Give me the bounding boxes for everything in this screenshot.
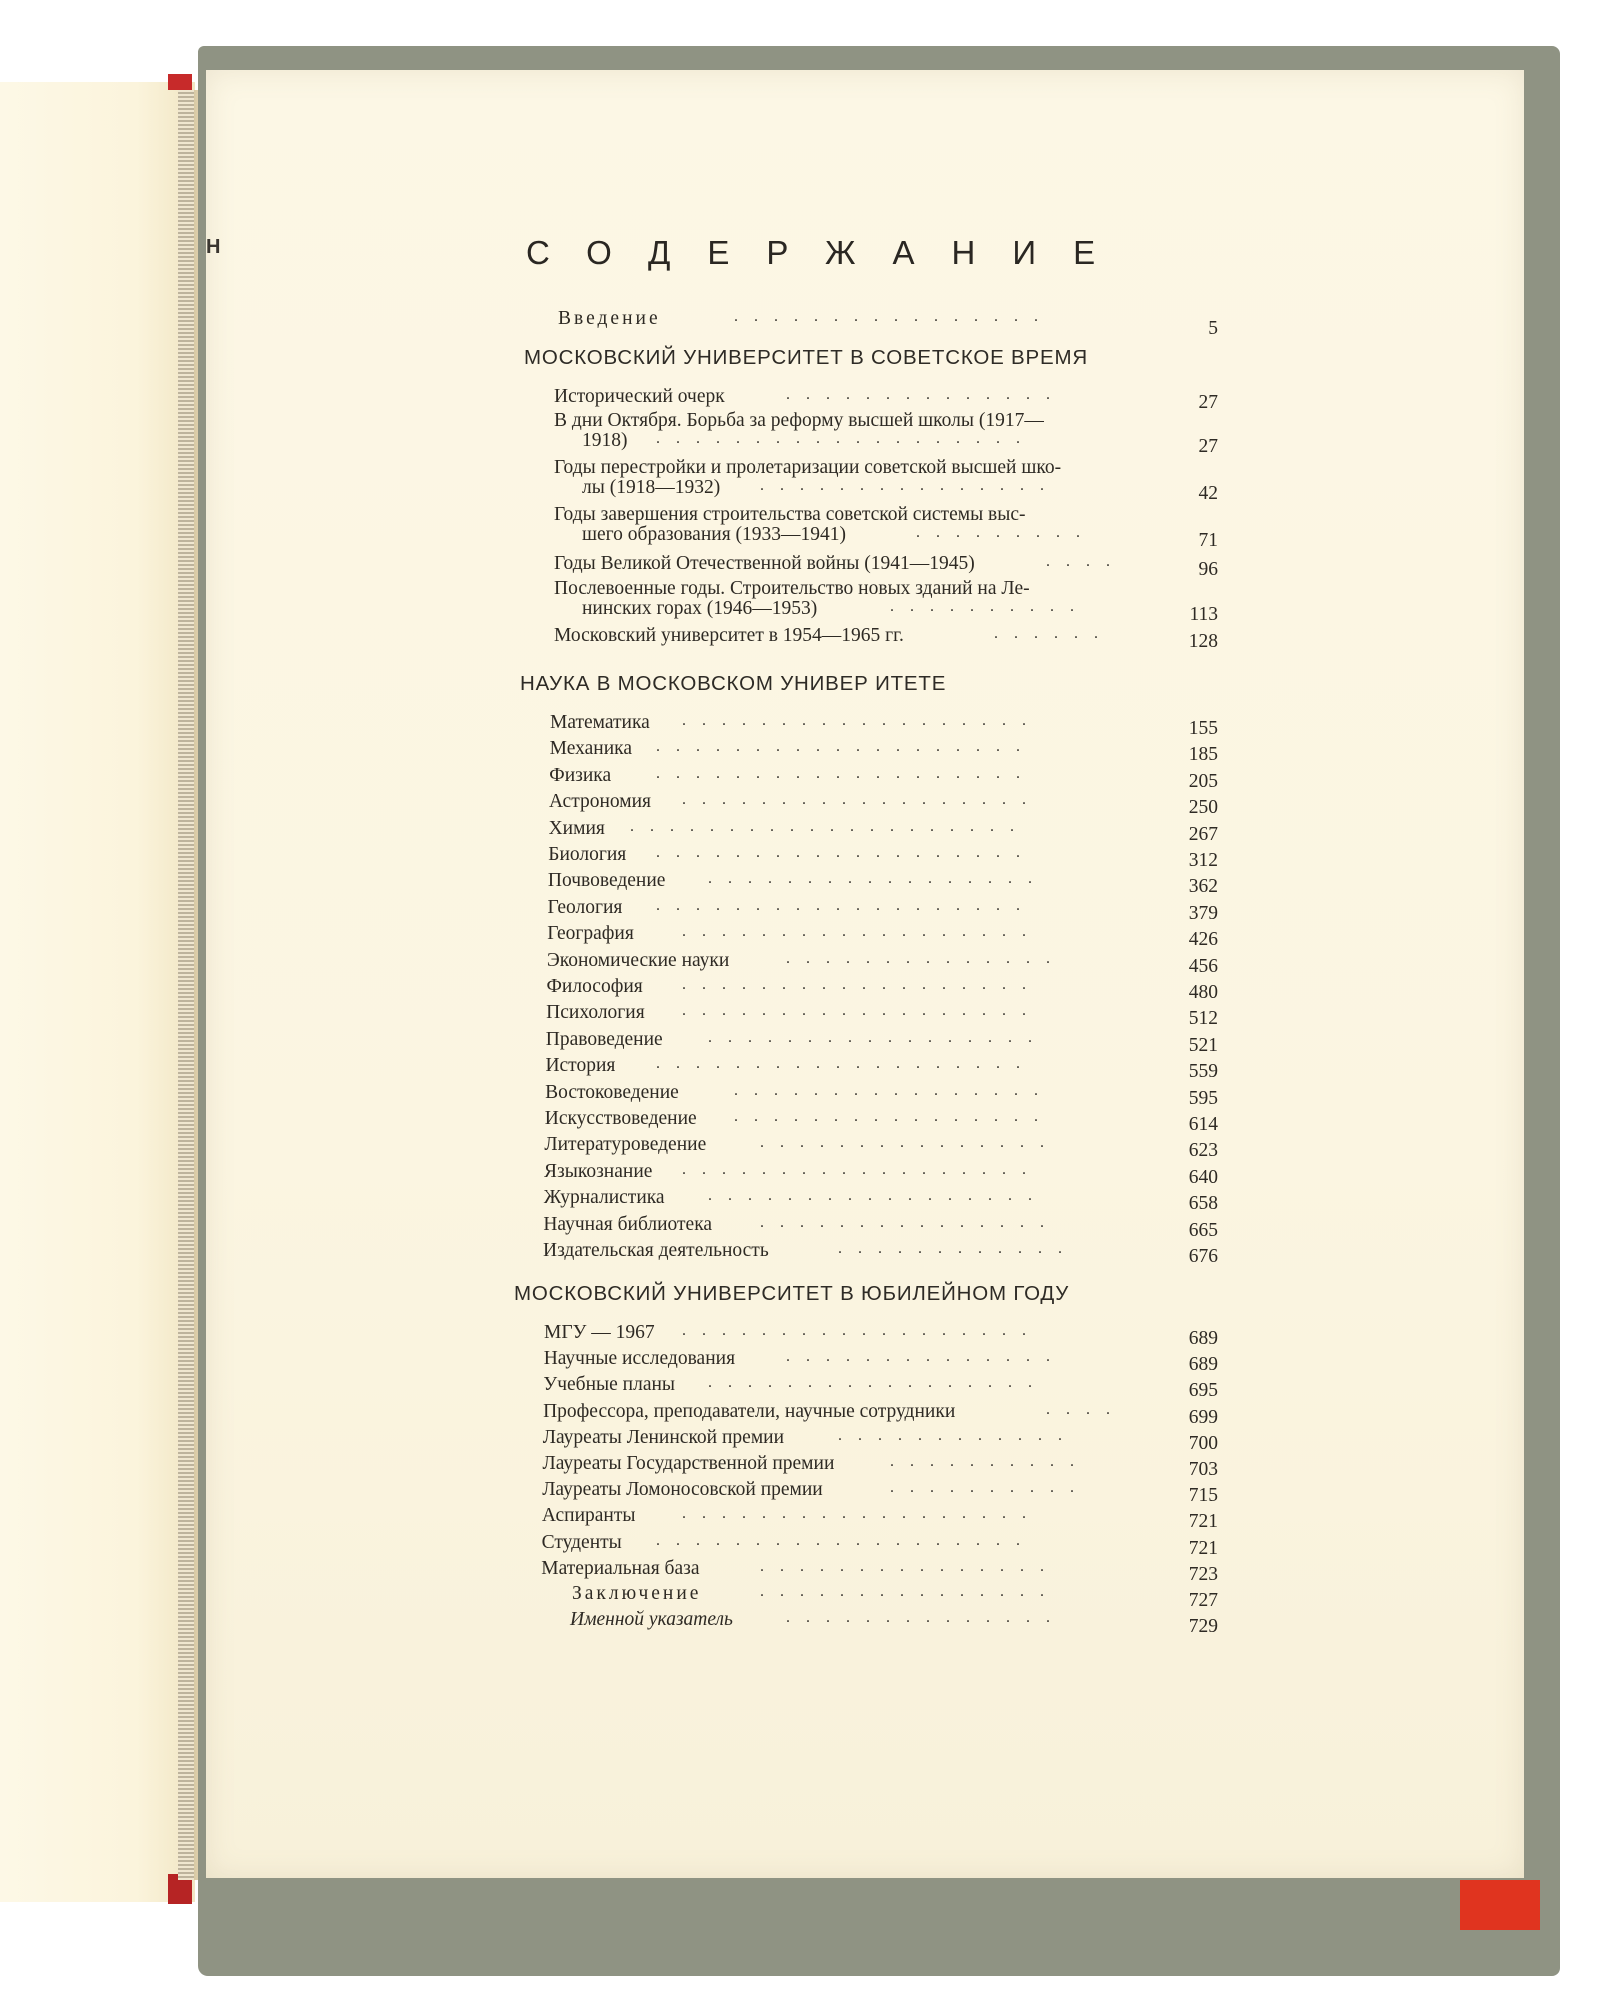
dot-leader: ............... xyxy=(760,1583,1060,1600)
toc-entry-text: Химия xyxy=(548,817,605,839)
dot-leader: ................. xyxy=(708,1028,1048,1046)
toc-entry-text: Учебные планы xyxy=(543,1374,676,1396)
page-number: 155 xyxy=(1188,718,1218,739)
toc-entry-text: Геология xyxy=(547,896,623,918)
page-number: 623 xyxy=(1188,1140,1218,1162)
page-number: 250 xyxy=(1188,797,1218,819)
toc-entry-text: География xyxy=(547,923,634,945)
dot-leader: ................. xyxy=(708,1187,1048,1205)
toc-entry-text: Лауреаты Государственной премии xyxy=(542,1453,835,1474)
toc-entry-text: Годы перестройки и пролетаризации советской высшей шко- xyxy=(554,457,1062,478)
dot-leader: ................. xyxy=(708,1374,1048,1392)
page-number: 699 xyxy=(1188,1406,1218,1428)
dot-leader: .................. xyxy=(682,1160,1042,1178)
toc-entry-text: Искусствоведение xyxy=(544,1108,697,1129)
dot-leader: .............. xyxy=(786,1609,1066,1626)
toc-entry-text: Научная библиотека xyxy=(543,1213,713,1235)
toc-entry-text: Профессора, преподаватели, научные сотрудники xyxy=(543,1400,956,1422)
dot-leader: ................ xyxy=(734,308,1054,325)
contents-heading: СОДЕРЖАНИЕ xyxy=(526,234,1133,271)
toc-entry-text: История xyxy=(545,1055,616,1077)
cover-red-stripe xyxy=(1460,1880,1540,1930)
page-number: 185 xyxy=(1188,744,1218,766)
dot-leader: .................. xyxy=(682,1505,1042,1523)
dot-leader: ................... xyxy=(656,764,1036,782)
dot-leader: ................... xyxy=(656,1531,1036,1549)
dot-leader: ................ xyxy=(734,1081,1054,1099)
section-heading: НАУКА В МОСКОВСКОМ УНИВЕР ИТЕТЕ xyxy=(520,672,947,695)
dot-leader: .............. xyxy=(786,949,1066,967)
dot-leader: .... xyxy=(1046,1400,1126,1418)
page-number: 689 xyxy=(1188,1354,1218,1376)
dot-leader: ............ xyxy=(838,1240,1078,1257)
toc-entry-text: Годы Великой Отечественной войны (1941—1945) xyxy=(554,553,975,574)
page-number: 128 xyxy=(1188,631,1218,652)
dot-leader: ............... xyxy=(760,1213,1060,1231)
toc-entry-text: Исторический очерк xyxy=(554,386,725,407)
page-number: 5 xyxy=(1208,318,1218,339)
dot-leader: ................... xyxy=(656,844,1036,861)
dot-leader: .......... xyxy=(890,1453,1090,1470)
dot-leader: .......... xyxy=(890,1479,1090,1497)
dot-leader: .............. xyxy=(786,386,1066,403)
page-number: 456 xyxy=(1188,955,1218,977)
section-heading: МОСКОВСКИЙ УНИВЕРСИТЕТ В ЮБИЛЕЙНОМ ГОДУ xyxy=(514,1282,1070,1305)
toc-entry-text: Биология xyxy=(548,844,627,865)
toc-entry-text: 1918) xyxy=(582,430,628,451)
toc-entry-conclusion: Заключение xyxy=(572,1583,702,1604)
page-number: 312 xyxy=(1188,850,1218,871)
dot-leader: ................... xyxy=(656,738,1036,756)
dot-leader: .................. xyxy=(682,1322,1042,1339)
page-number: 379 xyxy=(1188,902,1218,924)
page-number: 362 xyxy=(1188,876,1218,898)
dot-leader: ................... xyxy=(656,430,1036,447)
dot-leader: ................. xyxy=(708,870,1048,888)
dot-leader: ............ xyxy=(838,1426,1078,1444)
toc-entry-text: Московский университет в 1954—1965 гг. xyxy=(554,625,904,646)
toc-entry-text: Аспиранты xyxy=(541,1505,636,1527)
page-number: 727 xyxy=(1188,1590,1218,1611)
toc-entry-text: Почвоведение xyxy=(547,870,666,892)
page-number: 715 xyxy=(1188,1485,1218,1507)
toc-entry-text: Экономические науки xyxy=(546,949,730,971)
toc-entry-name-index: Именной указатель xyxy=(570,1609,733,1630)
section-heading: МОСКОВСКИЙ УНИВЕРСИТЕТ В СОВЕТСКОЕ ВРЕМЯ xyxy=(524,346,1088,369)
page-number: 729 xyxy=(1188,1616,1218,1637)
page-number: 113 xyxy=(1189,604,1218,625)
toc-entry-text: Литературоведение xyxy=(544,1134,707,1156)
page-number: 96 xyxy=(1198,559,1218,580)
page-number: 27 xyxy=(1198,392,1218,413)
page-number: 676 xyxy=(1188,1246,1218,1267)
toc-entry-text: МГУ — 1967 xyxy=(544,1322,655,1343)
dot-leader: ................... xyxy=(656,1055,1036,1073)
toc-entry-text: Философия xyxy=(546,976,643,997)
toc-entry-text: Издательская деятельность xyxy=(543,1240,769,1261)
page-number: 689 xyxy=(1188,1328,1218,1349)
toc-entry-text: Научные исследования xyxy=(543,1348,736,1370)
page-number: 658 xyxy=(1188,1193,1218,1215)
toc-entry-text: Психология xyxy=(546,1002,645,1024)
page-number: 595 xyxy=(1188,1087,1218,1109)
page-number: 703 xyxy=(1188,1459,1218,1480)
facing-blank-page xyxy=(0,82,195,1902)
toc-entry-text: Студенты xyxy=(541,1531,622,1553)
dot-leader: .............. xyxy=(786,1348,1066,1366)
dot-leader: .................. xyxy=(682,1002,1042,1020)
margin-mark: Н xyxy=(206,236,221,258)
toc-entry-text: Математика xyxy=(550,712,650,733)
page-number: 205 xyxy=(1188,770,1218,792)
page-number: 723 xyxy=(1188,1563,1218,1585)
dot-leader: ............... xyxy=(760,1557,1060,1575)
contents-page xyxy=(206,70,1524,1878)
dot-leader: .................. xyxy=(682,712,1042,729)
page-number: 71 xyxy=(1198,530,1218,551)
spine-headband-top xyxy=(168,74,192,90)
dot-leader: ............... xyxy=(760,477,1060,494)
toc-entry-text: шего образования (1933—1941) xyxy=(582,524,847,545)
toc-entry-text: Астрономия xyxy=(548,791,652,813)
toc-entry-text: Языкознание xyxy=(544,1160,653,1182)
dot-leader: ......... xyxy=(916,524,1096,541)
page-number: 695 xyxy=(1188,1380,1218,1402)
toc-entry-introduction: Введение xyxy=(558,308,661,329)
toc-entry-text: Журналистика xyxy=(543,1187,665,1209)
dot-leader: .................. xyxy=(682,976,1042,993)
toc-entry-text: Послевоенные годы. Строительство новых зданий на Ле- xyxy=(554,578,1030,599)
page-number: 42 xyxy=(1198,483,1218,504)
page-number: 700 xyxy=(1188,1432,1218,1454)
page-number: 426 xyxy=(1188,929,1218,951)
toc-entry-text: Правоведение xyxy=(545,1028,663,1050)
page-number: 480 xyxy=(1188,982,1218,1003)
page-number: 721 xyxy=(1188,1511,1218,1533)
toc-entry-text: Лауреаты Ломоносовской премии xyxy=(542,1479,823,1501)
page-number: 27 xyxy=(1198,436,1218,457)
dot-leader: ................ xyxy=(734,1108,1054,1125)
toc-entry-text: Лауреаты Ленинской премии xyxy=(542,1426,785,1448)
dot-leader: .................... xyxy=(630,817,1030,835)
toc-entry-text: Физика xyxy=(549,764,612,786)
toc-entry-text: Механика xyxy=(549,738,632,760)
dot-leader: ............... xyxy=(760,1134,1060,1152)
dot-leader: .................. xyxy=(682,923,1042,941)
toc-entry-text: В дни Октября. Борьба за реформу высшей школы (1917— xyxy=(554,410,1044,431)
book-spine-stitching xyxy=(178,90,194,1880)
toc-entry-text: нинских горах (1946—1953) xyxy=(582,598,818,619)
toc-entry-text: Востоковедение xyxy=(545,1081,679,1103)
page-number: 721 xyxy=(1188,1537,1218,1559)
page-number: 614 xyxy=(1188,1114,1218,1135)
toc-entry-text: лы (1918—1932) xyxy=(582,477,721,498)
dot-leader: ................... xyxy=(656,896,1036,914)
page-number: 512 xyxy=(1188,1008,1218,1030)
page-number: 665 xyxy=(1188,1219,1218,1241)
dot-leader: .................. xyxy=(682,791,1042,809)
dot-leader: .... xyxy=(1046,553,1126,570)
page-number: 640 xyxy=(1188,1166,1218,1188)
dot-leader: .......... xyxy=(890,598,1090,615)
dot-leader: ...... xyxy=(994,625,1114,642)
page-number: 559 xyxy=(1188,1061,1218,1083)
page-number: 521 xyxy=(1188,1034,1218,1056)
toc-entry-text: Материальная база xyxy=(541,1557,700,1579)
page-number: 267 xyxy=(1188,823,1218,845)
toc-entry-text: Годы завершения строительства советской системы выс- xyxy=(554,504,1026,525)
